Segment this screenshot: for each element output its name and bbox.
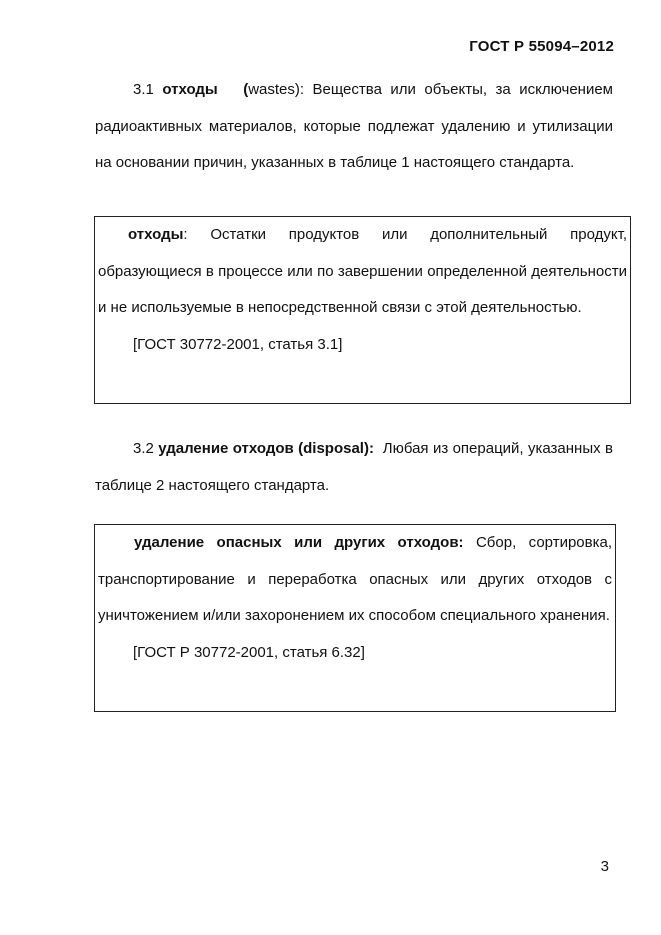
quote-definition: : Остатки продуктов или дополнительный продукт, образующиеся в процессе или по завершении определенной деятельности и не используемые в непосредственной связи с этой деятельностью. (98, 226, 627, 316)
section-term-en: (wastes): (243, 81, 305, 98)
quote-reference: [ГОСТ 30772-2001, статья 3.1] (133, 335, 343, 353)
section-term: удаление отходов (disposal): (158, 440, 374, 457)
section-term: отходы (162, 81, 218, 98)
quote-reference: [ГОСТ Р 30772-2001, статья 6.32] (133, 643, 365, 661)
section-3-2-paragraph (95, 431, 613, 504)
page-number: 3 (600, 858, 609, 875)
section-definition: Любая из операций, указанных в таблице 2 настоящего стандарта. (95, 440, 613, 494)
quote-text (98, 217, 627, 327)
quote-box-3-2 (94, 524, 616, 712)
section-3-1-paragraph (95, 72, 613, 182)
quote-text (98, 525, 612, 635)
section-number: 3.2 (133, 440, 154, 457)
quote-term: удаление опасных или других отходов: (134, 534, 464, 551)
document-code: ГОСТ Р 55094–2012 (469, 38, 614, 55)
quote-term: отходы (128, 226, 184, 243)
section-number: 3.1 (133, 81, 154, 98)
section-definition: Вещества или объекты, за исключением радиоактивных материалов, которые подлежат удалению и утилизации на основании причин, указанных в таблице 1 настоящего стандарта. (95, 81, 613, 171)
quote-definition: Сбор, сортировка, транспортирование и переработка опасных или других отходов с уничтожением и/или захоронением их способом специального хранения. (98, 534, 612, 624)
quote-box-3-1 (94, 216, 631, 404)
